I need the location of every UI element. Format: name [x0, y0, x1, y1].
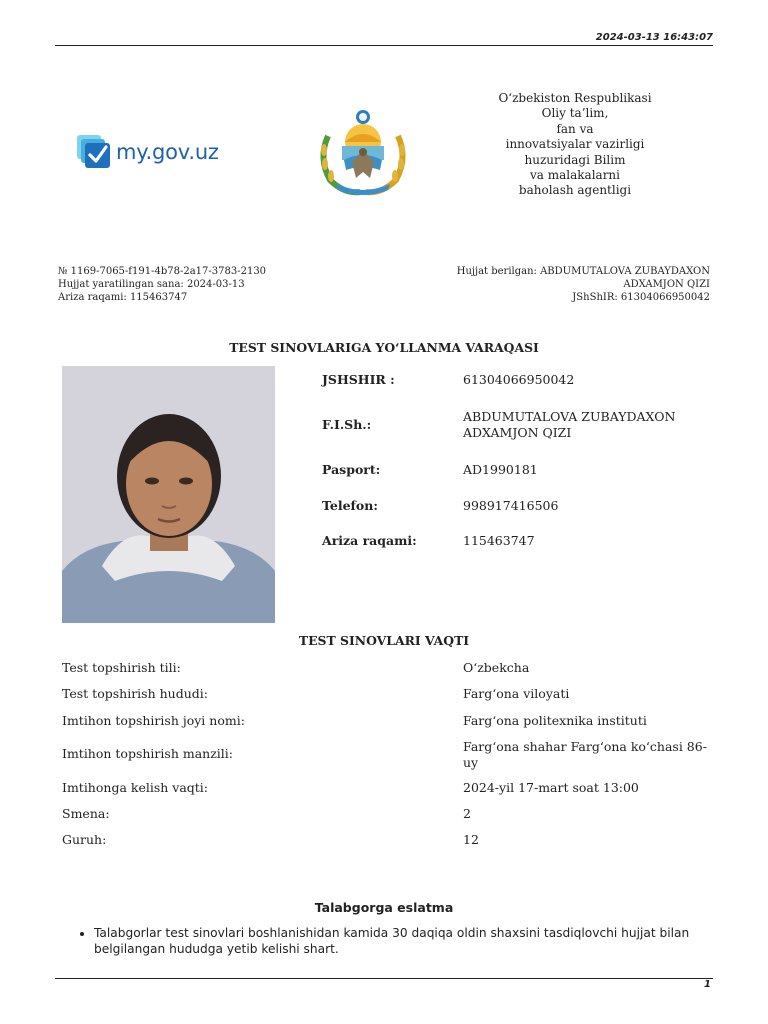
document-number: № 1169-7065-f191-4b78-2a17-3783-2130 — [58, 266, 267, 277]
bottom-divider — [55, 978, 713, 979]
schedule-value: 2024-yil 17-mart soat 13:00 — [463, 780, 639, 795]
applicant-photo — [62, 366, 275, 623]
document-title: TEST SINOVLARIGA YO‘LLANMA VARAQASI — [229, 340, 539, 355]
created-date: Hujjat yaratilingan sana: 2024-03-13 — [58, 279, 245, 291]
application-label: Ariza raqami: — [322, 533, 417, 548]
note-list — [80, 926, 710, 957]
schedule-label: Test topshirish hududi: — [62, 686, 208, 701]
issued-to-cont: ADXAMJON QIZI — [623, 279, 710, 291]
passport-value: AD1990181 — [463, 462, 538, 477]
page-number: 1 — [704, 979, 711, 990]
jshshir-meta: JShShIR: 61304066950042 — [572, 292, 710, 304]
schedule-title: TEST SINOVLARI VAQTI — [298, 633, 470, 648]
schedule-value: O‘zbekcha — [463, 660, 530, 675]
application-value: 115463747 — [463, 533, 535, 548]
jshshir-label: JSHSHIR : — [322, 372, 395, 387]
issuer-line: Oliy ta’lim, — [541, 106, 609, 121]
document-meta-left — [58, 265, 266, 305]
applicant-portrait-image — [62, 366, 275, 623]
schedule-value: 12 — [463, 832, 479, 847]
coat-of-arms-icon — [314, 106, 412, 198]
issuer-line: va malakalarni — [530, 168, 620, 183]
checkbox-logo-icon — [76, 134, 112, 170]
schedule-label: Guruh: — [62, 832, 107, 847]
schedule-label: Imtihonga kelish vaqti: — [62, 780, 209, 795]
fish-value: ABDUMUTALOVA ZUBAYDAXON ADXAMJON QIZI — [463, 409, 676, 440]
schedule-label: Smena: — [62, 806, 110, 821]
issuer-line: innovatsiyalar vazirligi — [505, 137, 645, 152]
issued-to: Hujjat berilgan: ABDUMUTALOVA ZUBAYDAXON — [456, 266, 710, 277]
note-title: Talabgorga eslatma — [314, 900, 454, 915]
application-number: Ariza raqami: 115463747 — [58, 292, 188, 304]
issuer-line: baholash agentligi — [518, 183, 632, 198]
schedule-value: 2 — [463, 806, 471, 821]
state-emblem — [314, 106, 412, 198]
phone-label: Telefon: — [322, 498, 378, 513]
passport-label: Pasport: — [322, 462, 381, 477]
fish-label: F.I.Sh.: — [322, 417, 372, 432]
jshshir-value: 61304066950042 — [463, 372, 575, 387]
schedule-value: Farg‘ona shahar Farg‘ona ko‘chasi 86-uy — [463, 739, 707, 770]
issuer-line: O‘zbekiston Respublikasi — [498, 91, 652, 105]
issuer-line: fan va — [556, 121, 594, 136]
mygov-logo — [76, 134, 219, 170]
schedule-value: Farg‘ona viloyati — [463, 686, 570, 701]
issuer-block — [480, 91, 670, 199]
top-divider — [55, 45, 713, 46]
schedule-label: Test topshirish tili: — [62, 660, 181, 675]
schedule-label: Imtihon topshirish joyi nomi: — [62, 713, 245, 728]
issuer-line: huzuridagi Bilim — [524, 152, 626, 167]
phone-value: 998917416506 — [463, 498, 559, 513]
schedule-value: Farg‘ona politexnika instituti — [463, 713, 647, 728]
logo-text: my.gov.uz — [116, 140, 219, 164]
note-item: • Talabgorlar test sinovlari boshlanishidan kamida 30 daqiqa oldin shaxsini tasdiqlovchi hujjat bilan belgilangan hududga yetib kelishi shart. — [94, 926, 710, 957]
document-meta-right — [457, 265, 710, 305]
print-timestamp: 2024-03-13 16:43:07 — [595, 32, 713, 43]
schedule-label: Imtihon topshirish manzili: — [62, 746, 233, 761]
